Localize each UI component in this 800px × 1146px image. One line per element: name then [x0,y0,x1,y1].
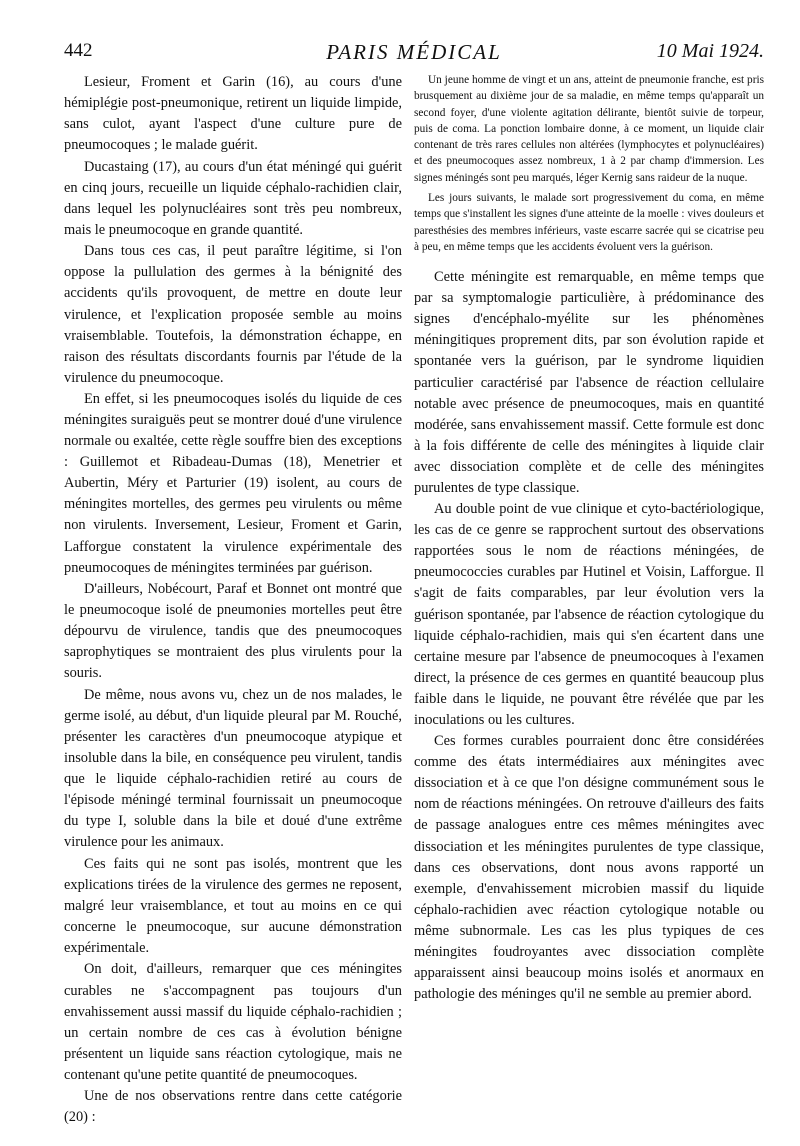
paragraph: De même, nous avons vu, chez un de nos malades, le germe isolé, au début, d'un liquide pleural par M. Rouché, présenter les caractères d'un pneumocoque atypique et insoluble dans la bile, en conséquence peu virulent, tandis que le liquide céphalo-rachidien retiré au cours de l'épisode méningé terminal fournissait un pneumocoque du type I, soluble dans la bile et doué d'une extrême virulence pour les animaux. [64,686,402,851]
right-column [414,72,764,1005]
paragraph: Ducastaing (17), au cours d'un état méningé qui guérit en cinq jours, recueille un liquide céphalo-rachidien clair, dans lequel les polynucléaires sont très peu nombreux, mais le pneumocoque en grande quantité. [64,158,402,238]
left-column [64,72,402,1128]
issue-date: 10 Mai 1924. [656,40,764,62]
observation-paragraph: Les jours suivants, le malade sort progressivement du coma, en même temps que s'installent les signes d'une atteinte de la moelle : vives douleurs et paresthésies des membres inférieurs, vaste escarre sacrée qui se cicatrise peu à peu, en même temps que les accidents évoluent vers la guérison. [414,192,764,253]
case-observation [414,72,764,255]
paragraph: D'ailleurs, Nobécourt, Paraf et Bonnet ont montré que le pneumocoque isolé de pneumonies mortelles peut être dépourvu de virulence, tandis que des pneumocoques saprophytiques se montraient des plus virulents pour la souris. [64,581,402,682]
paragraph: Lesieur, Froment et Garin (16), au cours d'une hémiplégie post-pneumonique, retirent un liquide limpide, sans culot, ayant l'aspect d'une culture pure de pneumocoques ; le malade guérit. [64,74,402,154]
journal-title: PARIS MÉDICAL [326,40,502,64]
page-header [64,40,764,70]
paragraph: On doit, d'ailleurs, remarquer que ces méningites curables ne s'accompagnent pas toujours d'un envahissement aussi massif du liquide céphalo-rachidien ; un certain nombre de ces cas à évolution bénigne présentent un liquide sans réaction cytologique, mais ne contenant qu'une petite quantité de pneumocoques. [64,961,402,1083]
paragraph: Une de nos observations rentre dans cette catégorie (20) : [64,1088,402,1126]
paragraph: Dans tous ces cas, il peut paraître légitime, si l'on oppose la pullulation des germes à la bénignité des accidents qu'ils provoquent, de mettre en doute leur virulence, et l'explication proposée semble au moins vraisemblable. Toutefois, la démonstration échappe, en raison des résultats discordants fournis par l'étude de la virulence du pneumocoque. [64,243,402,386]
paragraph: En effet, si les pneumocoques isolés du liquide de ces méningites suraiguës peut se montrer doué d'une virulence normale ou exaltée, cette règle souffre bien des exceptions : Guillemot et Ribadeau-Dumas (18), Menetrier et Aubertin, Méry et Parturier (19) isolent, au cours de méningites mortelles, des germes peu virulents ou même non virulents. Inversement, Lesieur, Froment et Garin, Lafforgue constatent la virulence expérimentale des pneumocoques de méningites terminées par guérison. [64,391,402,576]
paragraph: Cette méningite est remarquable, en même temps que par sa symptomalogie particulière, à prédominance des signes d'encéphalo-myélite sur les phénomènes méningitiques proprement dits, par son évolution rapide et spontanée vers la guérison, par le syndrome liquidien particulier caractérisé par l'absence de réaction cellulaire notable avec présence de pneumocoques, mais en quantité modérée, sans envahissement massif. Cette formule est donc à la fois différente de celle des méningites à liquide clair avec dissociation complète et de celle des méningites purulentes de type classique. [414,269,764,496]
paragraph: Ces formes curables pourraient donc être considérées comme des états intermédiaires aux méningites avec dissociation et à ce que l'on désigne communément sous le nom de réactions méningées. On retrouve d'ailleurs des faits de passage analogues entre ces mêmes méningites avec dissociation et les méningites purulentes de type classique, dans ces observations, dont nous avons rapporté un exemple, d'envahissement microbien massif du liquide céphalo-rachidien avec réaction cytologique notable ou même subnormale. Les cas les plus typiques de ces méningites foudroyantes avec dissociation complète apparaissent ainsi beaucoup moins isolés et anormaux en pathologie des méninges qu'il ne semble au premier abord. [414,733,764,1002]
paragraph: Ces faits qui ne sont pas isolés, montrent que les explications tirées de la virulence des germes ne reposent, malgré leur vraisemblance, et tout au moins en ce qui concerne le pneumocoque, sur aucune démonstration expérimentale. [64,855,402,956]
observation-paragraph: Un jeune homme de vingt et un ans, atteint de pneumonie franche, est pris brusquement au dixième jour de sa maladie, en même temps qu'apparaît un second foyer, d'une violente agitation délirante, bientôt suivie de torpeur, puis de coma. La ponction lombaire donne, à ce moment, un liquide clair contenant de très rares cellules non altérées (lymphocytes et polynucléaires) et des pneumocoques assez nombreux, 1 à 2 par champ d'immersion. Les signes méningés sont peu marqués, léger Kernig sans raideur de la nuque. [414,74,764,184]
paragraph: Au double point de vue clinique et cyto-bactériologique, les cas de ce genre se rapprochent surtout des observations rapportées sous le nom de réactions méningées, de pneumococcies curables par Hutinel et Voisin, Lafforgue. Il s'agit de faits comparables, par leur évolution vers la guérison spontanée, par l'absence de réaction cytologique du liquide céphalo-rachidien, mais qui s'en écartent dans une certaine mesure par l'absence de pneumocoques à l'examen direct, la présence de ces germes en quantité beaucoup plus faible dans le liquide, ne pouvant être révélée que par les inoculations ou les cultures. [414,501,764,728]
page-number: 442 [64,40,93,61]
